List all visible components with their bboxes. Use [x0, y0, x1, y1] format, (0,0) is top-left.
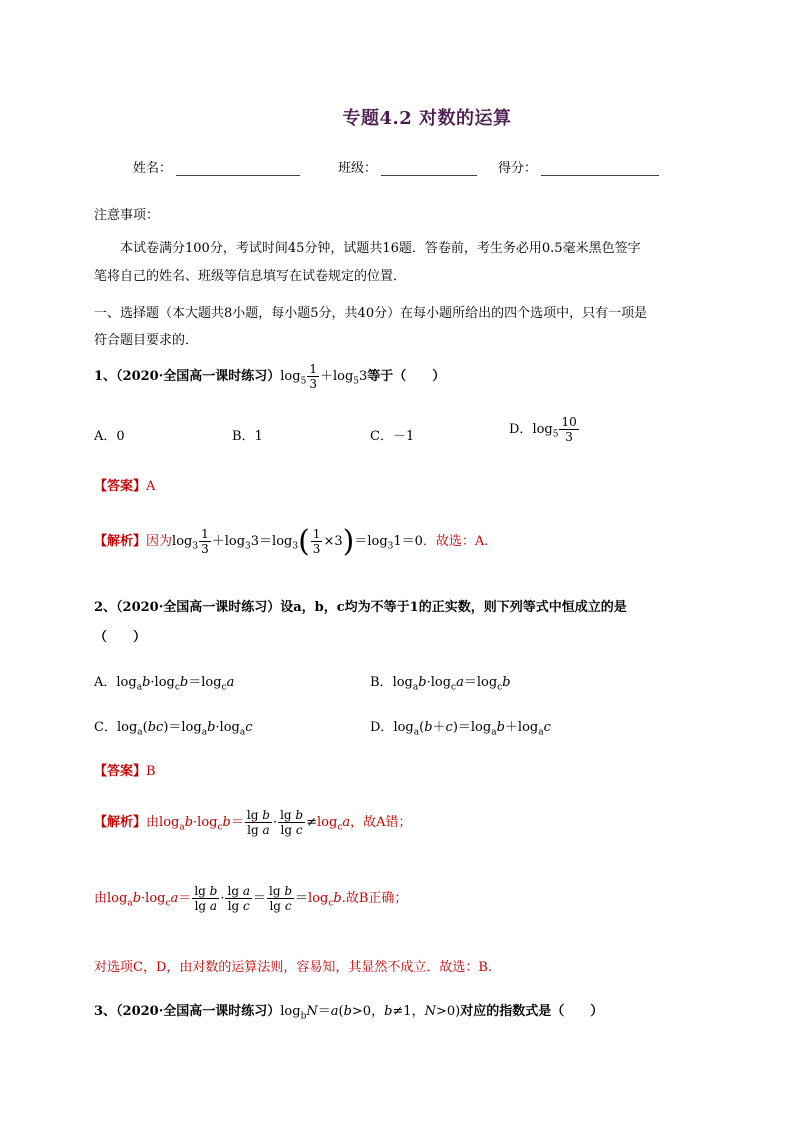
- section1-line1: 一、选择题（本大题共8小题，每小题5分，共40分）在每小题所给出的四个选项中，只有一项是: [94, 306, 648, 321]
- q2-analysis1-pre: 由: [146, 815, 160, 830]
- q2-option-a[interactable]: A．$\log_ab\cdot\log_cb=\log_ca$: [94, 675, 235, 693]
- question-2-line1: 2、（2020·全国高一课时练习）设a，b，c均为不等于1的正实数，则下列等式中恒成立的是: [94, 600, 627, 615]
- q2-analysis-2: 由$\log_ab\cdot\log_ca=$ $\frac{\text{lg b}}{\text{lg a}}$ · $\frac{\text{lg a}}{\text{lg c}}$ ＝ $\frac{\text{lg b}}{\text{lg c}}$ $=\log_cb$.故B正确；: [94, 884, 408, 913]
- score-label: 得分：: [498, 161, 538, 176]
- question-1: [94, 362, 445, 391]
- class-label: 班级：: [338, 161, 378, 176]
- question-3: 3、（2020·全国高一课时练习）$\log_bN=a(b>0$，b≠1，N>0)对应的指数式是（ ）: [94, 1004, 604, 1022]
- q1-answer-tag: 【答案】: [94, 479, 147, 494]
- q2-analysis-1: 【解析】由$\log_ab\cdot\log_cb=$ $\frac{\text{lg b}}{\text{lg a}}$ · $\frac{\text{lg b}}{\text{lg c}}$ $\ne\log_ca$，故A错；: [94, 808, 412, 837]
- q3-prefix: 3、（2020·全国高一课时练习）: [94, 1004, 281, 1019]
- question-2-line2: （ ）: [94, 630, 147, 645]
- q2-option-d-label: D．: [370, 720, 394, 735]
- q2-option-a-label: A．: [94, 675, 117, 690]
- q2-option-c-label: C．: [94, 720, 117, 735]
- q2-answer-tag: 【答案】: [94, 764, 147, 779]
- q3-suffix: 对应的指数式是（ ）: [460, 1004, 604, 1019]
- notice-line1: 本试卷满分100分，考试时间45分钟，试题共16题．答卷前，考生务必用0.5毫米黑色签字: [120, 241, 641, 256]
- q2-analysis2-pre: 由: [94, 891, 108, 906]
- q1-option-d[interactable]: D．$\log_5$ $\frac{10}{3}$: [509, 415, 577, 444]
- q1-analysis-pre: 因为: [146, 534, 173, 549]
- q2-analysis-3: 对选项C，D，由对数的运算法则，容易知，其显然不成立．故选：B.: [94, 960, 493, 975]
- q1-option-a[interactable]: A．0: [94, 429, 125, 444]
- notice-heading: 注意事项：: [94, 208, 160, 223]
- q1-suffix: 等于（ ）: [367, 369, 446, 384]
- q1-answer: [94, 475, 155, 494]
- q2-analysis1-post: ，故A错；: [350, 815, 412, 830]
- q2-option-b[interactable]: B．$\log_ab\cdot\log_ca=\log_cb$: [370, 675, 511, 693]
- q1-analysis-post: ．故选：A.: [422, 534, 489, 549]
- q1-expression: $\log_5$ $\frac{1}{3}$ $+\log_53$: [280, 362, 368, 391]
- score-field[interactable]: [498, 157, 659, 176]
- q1-option-d-label: D．: [509, 422, 533, 437]
- q1-analysis: 【解析】因为$\log_3$ $\frac{1}{3}$ $+\log_33=\log_3$( $\frac{1}{3}$ $\times 3)=\log_31=0$．故选：A.: [94, 524, 489, 559]
- section1-line2: 符合题目要求的．: [94, 333, 199, 348]
- name-label: 姓名：: [133, 161, 173, 176]
- name-field[interactable]: [133, 157, 300, 176]
- q2-answer: [94, 760, 156, 779]
- q2-answer-value: B: [146, 764, 156, 779]
- q1-option-b[interactable]: B．1: [232, 429, 263, 444]
- q2-option-b-label: B．: [370, 675, 393, 690]
- q2-option-c[interactable]: C．$\log_a(bc)=\log_ab\cdot\log_ac$: [94, 720, 253, 738]
- q2-option-d[interactable]: D．$\log_a(b+c)=\log_ab+\log_ac$: [370, 720, 551, 738]
- q2-analysis2-post: 故B正确；: [345, 891, 408, 906]
- notice-line2: 笔将自己的姓名、班级等信息填写在试卷规定的位置．: [94, 269, 407, 284]
- page-title: 专题4.2 对数的运算: [342, 108, 512, 129]
- q1-answer-value: A: [146, 479, 156, 494]
- q2-analysis-tag: 【解析】: [94, 815, 147, 830]
- class-field[interactable]: [338, 157, 477, 176]
- q1-analysis-tag: 【解析】: [94, 534, 147, 549]
- q1-prefix: 1、（2020·全国高一课时练习）: [94, 369, 281, 384]
- q1-option-c[interactable]: C．－1: [370, 429, 415, 444]
